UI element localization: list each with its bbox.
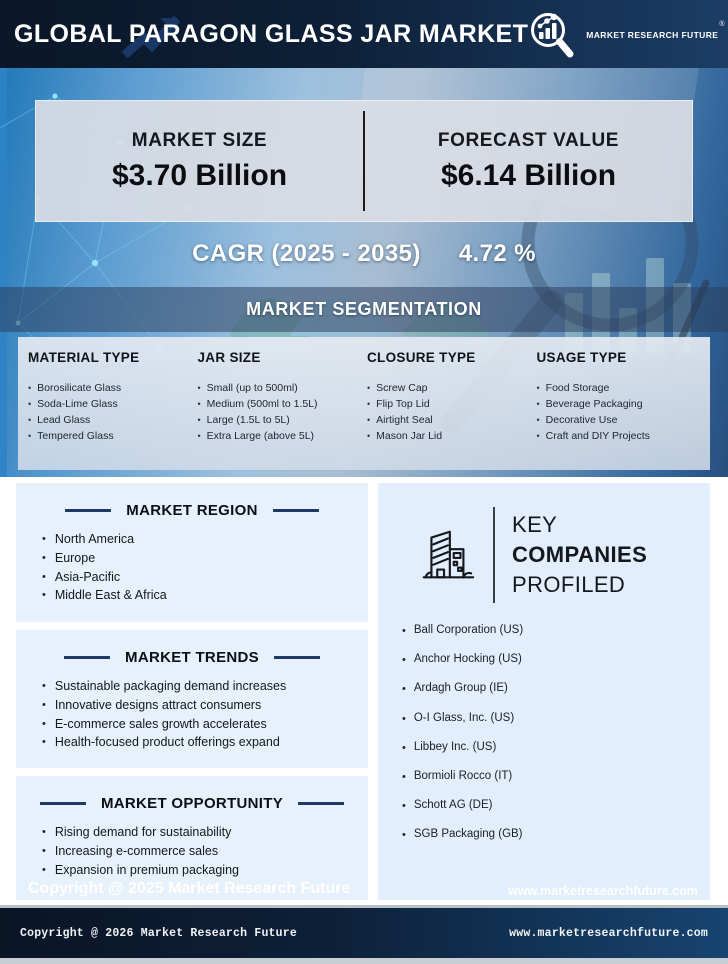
company-name: SGB Packaging (GB) [413,828,523,841]
list-item-label: Europe [54,550,96,565]
list-item [28,415,198,426]
segmentation-column-jar-size [197,350,371,470]
hero-section [0,68,728,477]
market-region-heading: MARKET REGION [126,502,258,519]
forecast-value-value: $6.14 Billion [440,158,617,192]
list-item [42,825,368,840]
list-item-label: Innovative designs attract consumers [54,697,262,712]
forecast-value-label: FORECAST VALUE [437,129,620,151]
bullet-marker: • [402,712,406,725]
list-item-label: Extra Large (above 5L) [206,430,315,442]
list-item [42,717,368,732]
list-item [402,653,710,667]
list-item [367,399,537,410]
list-item-label: Asia-Pacific [54,569,121,584]
bullet-marker: • [28,383,32,393]
bullet-marker: • [42,698,46,711]
market-opportunity-list [42,825,368,878]
market-size-value: $3.70 Billion [111,158,288,192]
website-watermark[interactable]: www.marketresearchfuture.com [508,884,698,898]
segmentation-column-heading: USAGE TYPE [536,350,627,365]
list-item-label: Rising demand for sustainability [54,825,232,839]
copyright-watermark: Copyright @ 2025 Market Research Future [28,880,351,897]
list-item [537,415,707,426]
list-item-label: Tempered Glass [37,430,114,442]
market-region-heading-row [16,483,368,519]
cagr-row [0,240,728,268]
list-item [28,431,198,442]
heading-dash [273,509,319,512]
bullet-marker: • [367,431,371,441]
mrf-logo-text [586,20,725,43]
market-opportunity-heading-row [16,776,368,812]
list-item-label: Increasing e-commerce sales [54,843,219,858]
buildings-icon [414,524,476,586]
company-name: Schott AG (DE) [413,799,493,812]
bullet-marker: • [28,415,32,425]
segmentation-title: MARKET SEGMENTATION [246,299,482,319]
list-item [197,430,371,442]
bullet-marker: • [42,533,46,545]
market-trends-panel [16,630,368,768]
list-item [402,828,710,842]
list-item [42,532,368,547]
market-trends-heading-row [16,630,368,666]
bullet-marker: • [536,415,540,425]
list-item [402,682,710,696]
bullet-marker: • [197,399,201,409]
list-item [402,799,710,813]
footer-bar [0,905,728,958]
segmentation-list [197,382,371,442]
bullet-marker: • [402,741,406,754]
key-companies-title [512,510,647,600]
segmentation-column-closure-type [367,350,537,470]
list-item [42,551,368,566]
list-item [197,382,371,394]
market-trends-heading: MARKET TRENDS [125,649,259,666]
registered-mark: ® [719,20,725,28]
segmentation-panel [18,337,710,470]
list-item [197,414,371,426]
companies-list [402,624,710,842]
market-trends-list [42,679,368,751]
segmentation-column-material-type [28,350,198,470]
companies-header-divider [493,507,495,603]
list-item [367,431,537,442]
bullet-marker: • [42,551,46,564]
company-name: Ardagh Group (IE) [413,682,508,695]
list-item [28,383,198,394]
list-item [367,383,537,394]
list-item-label: Expansion in premium packaging [54,862,239,877]
mrf-logo-label: MARKET RESEARCH FUTURE [586,30,719,40]
key-companies-header [378,483,710,603]
list-item-label: North America [54,532,135,546]
bullet-marker: • [197,415,201,425]
bullet-marker: • [42,826,46,838]
cagr-value: 4.72 % [458,240,536,267]
market-size-label: MARKET SIZE [131,129,268,151]
bullet-marker: • [402,800,406,813]
list-item-label: Beverage Packaging [545,398,643,410]
list-item [537,431,707,442]
heading-dash [274,656,320,659]
heading-dash [298,802,344,805]
segmentation-band [0,287,728,332]
bottom-strip [0,958,728,964]
list-item [28,399,198,410]
list-item-label: E-commerce sales growth accelerates [54,716,267,731]
bullet-marker: • [536,431,540,441]
segmentation-column-heading: CLOSURE TYPE [367,350,476,365]
list-item-label: Decorative Use [545,414,618,426]
bullet-marker: • [28,399,32,409]
list-item [402,624,710,638]
key-companies-title-line3: PROFILED [512,572,626,597]
company-name: Libbey Inc. (US) [413,740,497,753]
footer-website-link[interactable]: www.marketresearchfuture.com [509,926,708,940]
bullet-marker: • [536,383,540,393]
list-item [367,415,537,426]
list-item-label: Lead Glass [37,414,91,426]
list-item [537,399,707,410]
key-companies-title-line2: COMPANIES [512,542,648,567]
company-name: O-I Glass, Inc. (US) [413,711,515,724]
list-item [197,398,371,410]
segmentation-column-usage-type [537,350,707,470]
list-item-label: Soda-Lime Glass [37,398,118,410]
list-item [42,735,368,750]
bullet-marker: • [197,431,201,441]
list-item-label: Flip Top Lid [376,398,430,410]
market-region-list [42,532,368,604]
bullet-marker: • [402,654,406,667]
list-item-label: Food Storage [545,382,610,394]
list-item-label: Small (up to 500ml) [206,382,298,394]
bullet-marker: • [28,431,32,441]
company-name: Anchor Hocking (US) [413,653,522,666]
bullet-marker: • [367,383,371,393]
list-item-label: Borosilicate Glass [37,382,122,394]
list-item-label: Craft and DIY Projects [545,430,650,442]
market-opportunity-heading: MARKET OPPORTUNITY [100,795,284,812]
company-name: Bormioli Rocco (IT) [413,769,513,782]
bullet-marker: • [42,570,46,583]
list-item-label: Screw Cap [376,382,428,394]
list-item-label: Mason Jar Lid [376,430,443,442]
bullet-marker: • [536,399,540,409]
footer-copyright: Copyright @ 2026 Market Research Future [20,926,297,940]
list-item [42,844,368,859]
list-item [42,588,368,603]
mrf-logo-icon [528,10,578,58]
segmentation-column-heading: JAR SIZE [197,350,261,365]
key-companies-title-line1: KEY [512,512,558,537]
list-item-label: Medium (500ml to 1.5L) [206,398,318,410]
list-item [402,741,710,755]
segmentation-list [367,383,537,442]
list-item-label: Middle East & Africa [54,588,167,603]
header-bar [0,0,728,68]
bullet-marker: • [402,770,406,783]
segmentation-list [28,383,198,442]
list-item [42,679,368,694]
bullet-marker: • [197,383,201,393]
heading-dash [64,656,110,659]
page-title: GLOBAL PARAGON GLASS JAR MARKET [14,19,529,48]
bullet-marker: • [42,717,46,730]
list-item [42,570,368,585]
stats-panel [35,100,693,222]
bullet-marker: • [402,683,406,696]
bullet-marker: • [42,680,46,692]
mrf-logo [528,10,723,58]
key-companies-panel [378,483,710,900]
segmentation-column-heading: MATERIAL TYPE [28,350,140,365]
forecast-value-stat [365,101,692,221]
heading-dash [65,509,111,512]
cagr-label: CAGR (2025 - 2035) [192,240,421,267]
bullet-marker: • [402,625,406,637]
list-item-label: Health-focused product offerings expand [54,735,280,750]
bullet-marker: • [367,415,371,425]
market-region-panel [16,483,368,622]
list-item [42,863,368,878]
content-section [0,477,728,905]
bullet-marker: • [42,844,46,857]
list-item [537,383,707,394]
list-item [42,698,368,713]
bullet-marker: • [42,589,46,602]
heading-dash [40,802,86,805]
list-item-label: Large (1.5L to 5L) [206,414,290,426]
list-item [402,712,710,726]
bullet-marker: • [367,399,371,409]
list-item [402,770,710,784]
bullet-marker: • [402,829,406,842]
bullet-marker: • [42,863,46,876]
bullet-marker: • [42,736,46,749]
list-item-label: Airtight Seal [376,414,433,426]
segmentation-list [537,383,707,442]
list-item-label: Sustainable packaging demand increases [54,679,287,693]
market-size-stat [36,101,363,221]
company-name: Ball Corporation (US) [413,624,524,636]
